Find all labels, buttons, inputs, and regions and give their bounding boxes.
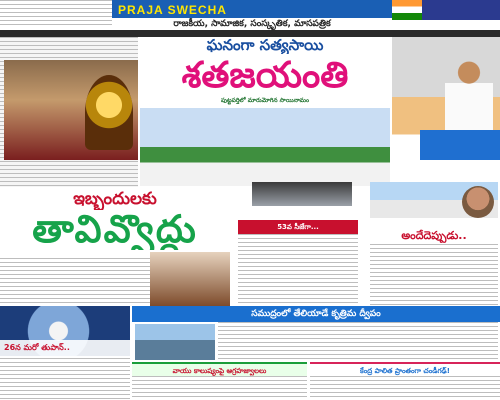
brand-name: PRAJA SWECHA bbox=[118, 3, 227, 17]
bottom-left-story bbox=[0, 358, 130, 400]
cyclone-headline: 26న మరో తుపాన్.. bbox=[0, 340, 130, 356]
ocean-story-headline: సముద్రంలో తేలియాడే కృత్రిమ ద్వీపం bbox=[132, 306, 500, 322]
bottom-middle-headline: వాయు కాలుష్యంపై ఆగ్రహజ్వాలలు bbox=[132, 362, 307, 376]
chief-justice-photo bbox=[252, 182, 352, 222]
second-headline: తావివ్వొద్దు bbox=[32, 208, 198, 250]
bottom-right-headline: కేంద్ర పాలిత ప్రాంతంగా చండీగఢ్! bbox=[310, 362, 500, 376]
official-photo bbox=[462, 186, 494, 218]
masthead-tagline: రాజకీయ, సామాజిక, సంస్కృతిక, మాసపత్రిక bbox=[112, 18, 392, 30]
masthead-right-panel bbox=[422, 0, 500, 20]
middle-story-body bbox=[238, 234, 358, 304]
flag-graphic bbox=[392, 0, 422, 20]
bottom-middle-body bbox=[132, 376, 307, 400]
artificial-island-photo bbox=[135, 324, 215, 360]
lead-subhead: పుట్టపర్తిలో మారుమోగిన సాయినామం bbox=[220, 97, 310, 104]
lead-headline: శతజయంతి bbox=[181, 54, 349, 96]
right-story-headline: అందేదెప్పుడు.. bbox=[401, 229, 467, 242]
event-banner bbox=[420, 130, 500, 160]
event-stage-photo bbox=[140, 108, 390, 186]
right-story-kicker bbox=[370, 218, 498, 228]
lead-kicker: ఘనంగా సత్యసాయి bbox=[206, 36, 324, 54]
bottom-right-body bbox=[310, 376, 500, 400]
deity-photo bbox=[85, 75, 133, 150]
right-story-body bbox=[370, 244, 498, 306]
second-kicker: ఇబ్బందులకు bbox=[73, 189, 157, 209]
middle-story-headline: 53వ సీజేగా... bbox=[238, 220, 358, 234]
top-left-caption bbox=[0, 165, 138, 185]
cm-photo bbox=[150, 252, 230, 306]
speaker-photo bbox=[445, 55, 493, 135]
masthead-left-panel bbox=[0, 0, 112, 26]
ocean-story-body bbox=[218, 322, 498, 362]
